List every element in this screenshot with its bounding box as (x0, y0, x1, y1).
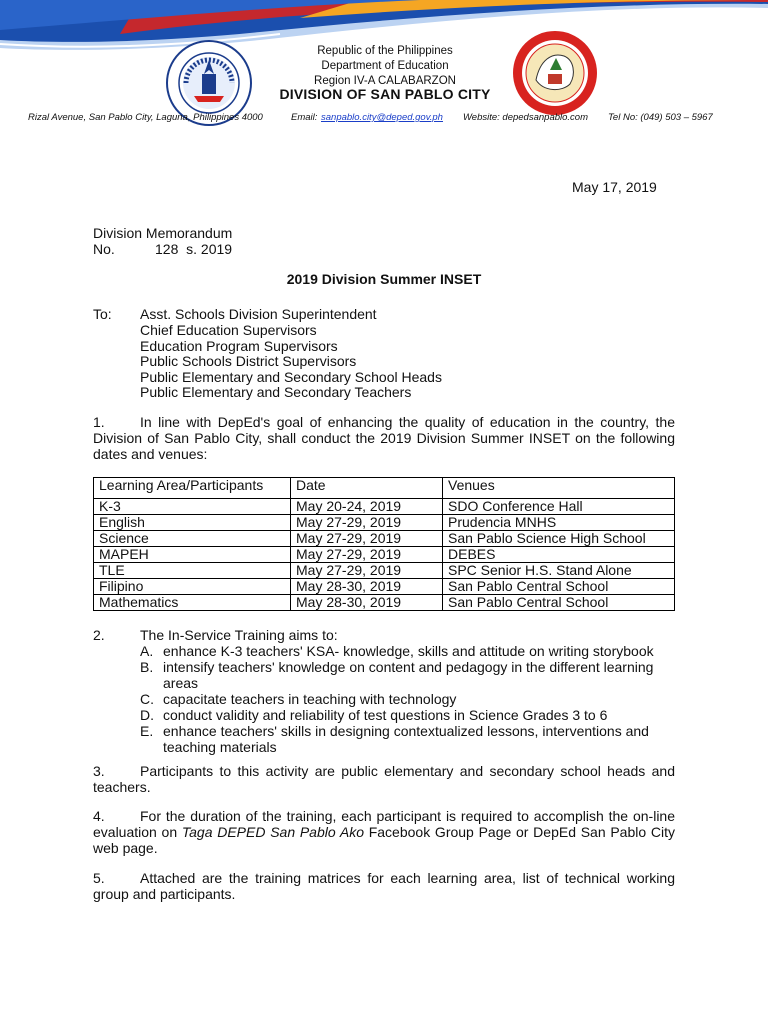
table-row (94, 563, 675, 579)
address-text: Rizal Avenue, San Pablo City, Laguna, Philippines 4000 (28, 112, 263, 123)
paragraph-text: Attached are the training matrices for each learning area, list of technical working group and participants. (93, 870, 675, 902)
paragraph-text: Facebook Group Page or DepEd San Pablo City web page. (93, 824, 675, 856)
letterhead-department: Department of Education (321, 60, 449, 72)
table-cell: May 27-29, 2019 (291, 547, 443, 563)
table-cell: May 28-30, 2019 (291, 595, 443, 611)
email-link[interactable]: sanpablo.city@deped.gov.ph (321, 112, 443, 123)
list-letter: D. (140, 707, 154, 723)
email-label: Email: (291, 112, 318, 123)
letterhead-republic: Republic of the Philippines (317, 45, 453, 57)
table-cell: Prudencia MNHS (443, 515, 675, 531)
list-letter: A. (140, 643, 154, 659)
table-cell: May 27-29, 2019 (291, 531, 443, 547)
table-cell: TLE (94, 563, 291, 579)
list-item (140, 643, 680, 659)
table-row (94, 531, 675, 547)
list-text: enhance K-3 teachers' KSA- knowledge, skills and attitude on writing storybook (163, 643, 654, 659)
table-row (94, 515, 675, 531)
paragraph-number: 4. (93, 808, 105, 824)
schedule-table (93, 477, 675, 611)
table-cell: English (94, 515, 291, 531)
paragraph-number: 5. (93, 870, 105, 886)
list-letter: C. (140, 691, 154, 707)
table-cell: MAPEH (94, 547, 291, 563)
table-cell: May 27-29, 2019 (291, 563, 443, 579)
list-item (140, 659, 680, 691)
paragraph-text: Participants to this activity are public elementary and secondary school heads and teachers. (93, 763, 675, 795)
paragraph-text: The In-Service Training aims to: (140, 627, 338, 643)
list-item (140, 691, 680, 707)
table-row (94, 547, 675, 563)
telephone-text: Tel No: (049) 503 – 5967 (608, 112, 713, 123)
paragraph-number: 3. (93, 763, 105, 779)
paragraph-5 (93, 870, 675, 902)
table-cell: May 27-29, 2019 (291, 515, 443, 531)
column-header: Venues (443, 478, 675, 499)
paragraph-number: 2. (93, 627, 105, 643)
table-cell: Science (94, 531, 291, 547)
table-cell: Filipino (94, 579, 291, 595)
column-header: Date (291, 478, 443, 499)
table-row (94, 579, 675, 595)
paragraph-4 (93, 808, 675, 856)
table-cell: K-3 (94, 499, 291, 515)
list-text: enhance teachers' skills in designing contextualized lessons, interventions and teaching materials (163, 723, 649, 755)
letterhead-division: DIVISION OF SAN PABLO CITY (279, 86, 491, 102)
website-text: Website: depedsanpablo.com (463, 112, 588, 123)
table-cell: San Pablo Central School (443, 579, 675, 595)
paragraph-3 (93, 763, 675, 795)
recipient: Public Schools District Supervisors (140, 353, 357, 369)
table-cell: SDO Conference Hall (443, 499, 675, 515)
aims-list (140, 643, 680, 755)
table-cell: SPC Senior H.S. Stand Alone (443, 563, 675, 579)
paragraph-1 (93, 414, 675, 462)
table-cell: San Pablo Central School (443, 595, 675, 611)
recipient: Asst. Schools Division Superintendent (140, 306, 377, 322)
list-item (140, 707, 680, 723)
paragraph-text: For the duration of the training, each participant is required to accomplish the on-line evaluation on (93, 808, 675, 840)
recipient: Education Program Supervisors (140, 338, 338, 354)
table-cell: San Pablo Science High School (443, 531, 675, 547)
to-label: To: (93, 306, 112, 322)
list-text: conduct validity and reliability of test questions in Science Grades 3 to 6 (163, 707, 608, 723)
memo-date: May 17, 2019 (572, 179, 657, 195)
table-cell: May 20-24, 2019 (291, 499, 443, 515)
memo-title: 2019 Division Summer INSET (286, 271, 482, 287)
recipient: Public Elementary and Secondary Teachers (140, 384, 412, 400)
table-row (94, 499, 675, 515)
table-header-row (94, 478, 675, 499)
memo-number-label: No. (93, 241, 115, 257)
recipient: Chief Education Supervisors (140, 322, 317, 338)
list-text: intensify teachers' knowledge on content and pedagogy in the different learning areas (163, 659, 654, 691)
table-row (94, 595, 675, 611)
paragraph-text: In line with DepEd's goal of enhancing the quality of education in the country, the Division of San Pablo City, shall conduct the 2019 Division Summer INSET on the following dates and venues: (93, 414, 675, 462)
table-cell: May 28-30, 2019 (291, 579, 443, 595)
paragraph-number: 1. (93, 414, 105, 430)
list-letter: E. (140, 723, 154, 739)
list-item (140, 723, 680, 755)
division-seal-logo (512, 30, 598, 116)
table-cell: DEBES (443, 547, 675, 563)
recipient: Public Elementary and Secondary School Heads (140, 369, 442, 385)
list-text: capacitate teachers in teaching with technology (163, 691, 457, 707)
table-cell: Mathematics (94, 595, 291, 611)
memo-number-value: 128 s. 2019 (155, 241, 233, 257)
letterhead-region: Region IV-A CALABARZON (314, 75, 456, 87)
paragraph-2 (93, 627, 675, 643)
list-letter: B. (140, 659, 154, 675)
memo-type: Division Memorandum (93, 225, 233, 241)
facebook-group-name: Taga DEPED San Pablo Ako (181, 824, 364, 840)
column-header: Learning Area/Participants (94, 478, 291, 499)
